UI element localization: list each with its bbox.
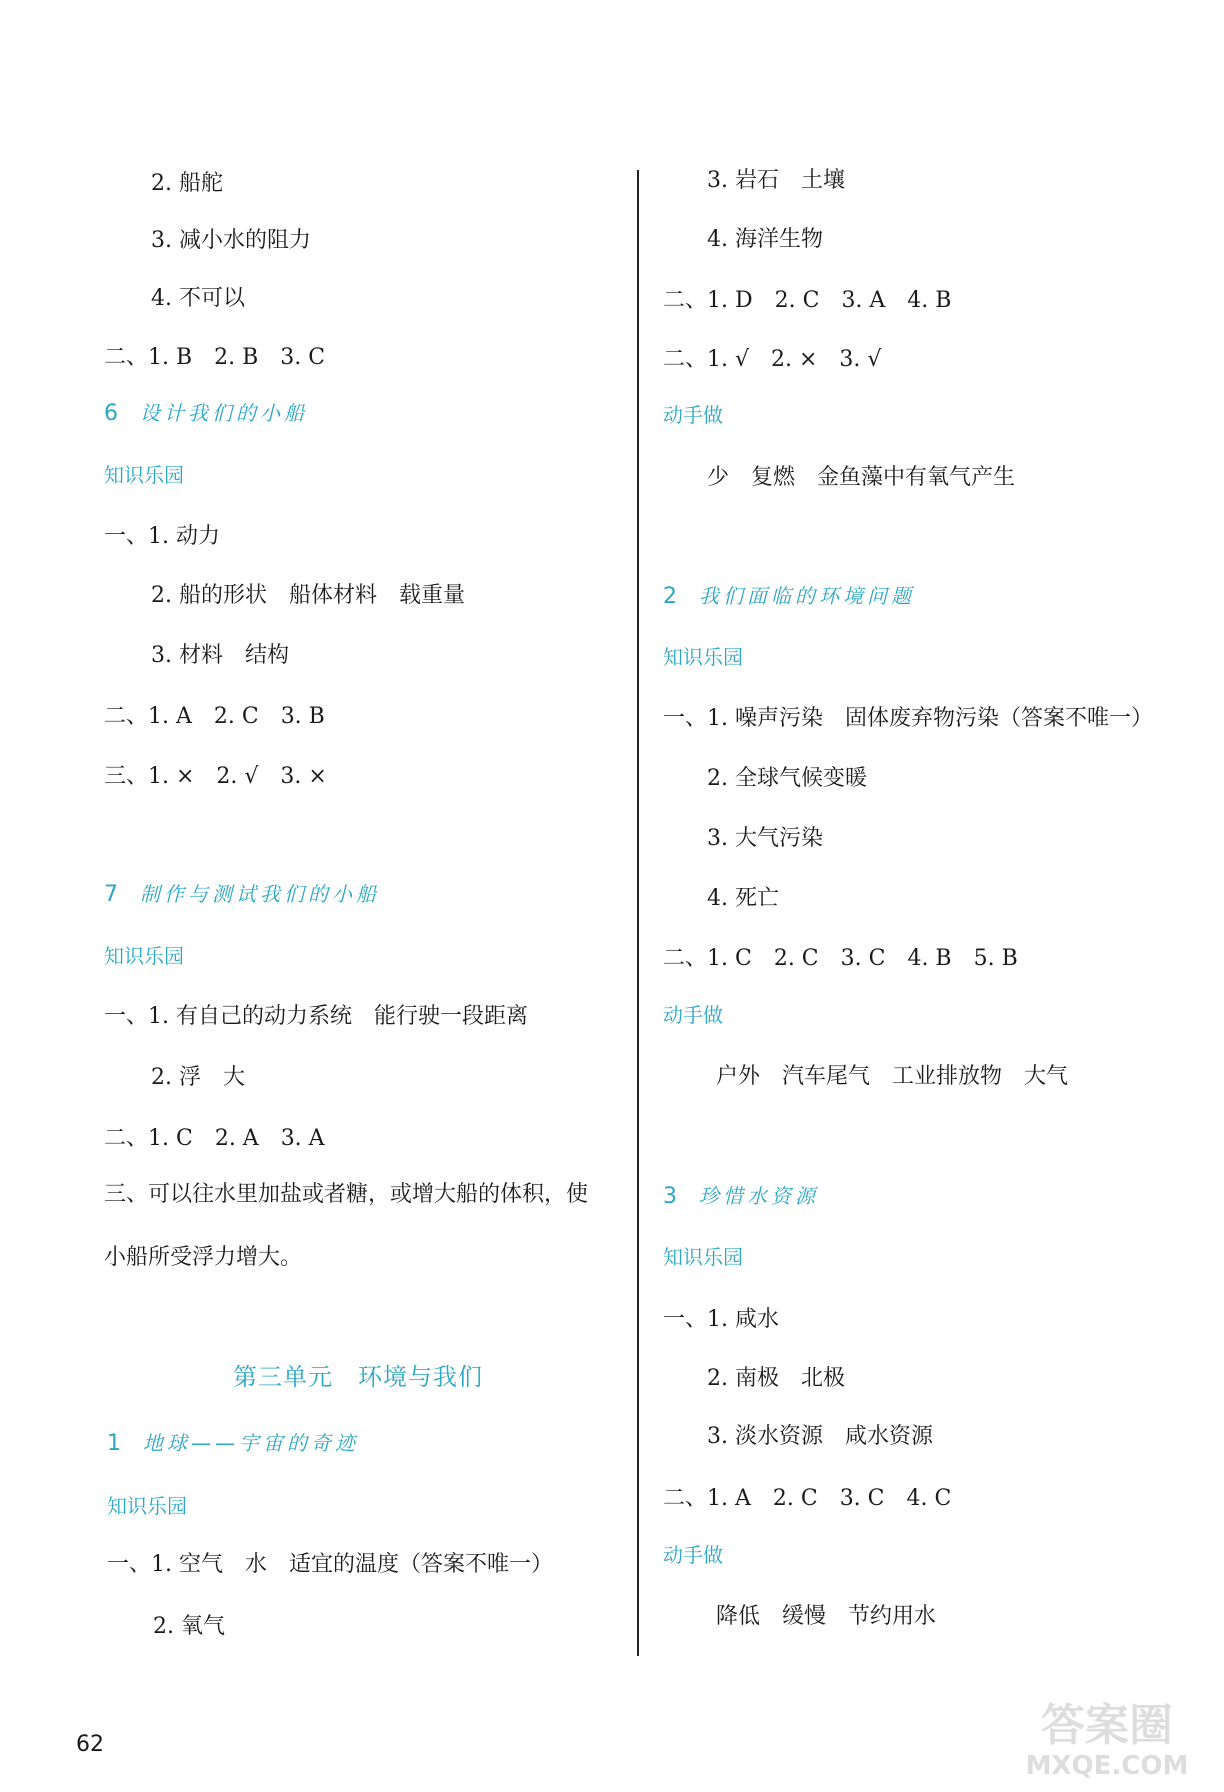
answer-line: 二、1. B 2. B 3. C [104, 345, 326, 370]
subsection-heading: 知识乐园 [663, 645, 743, 669]
answer-line: 二、1. A 2. C 3. C 4. C [663, 1486, 952, 1511]
answer-line: 三、1. × 2. √ 3. × [104, 764, 327, 789]
answer-line: 二、1. A 2. C 3. B [104, 704, 325, 729]
answer-line: 一、1. 动力 [104, 524, 220, 549]
answer-line: 2. 氧气 [153, 1614, 225, 1639]
answer-line: 4. 死亡 [707, 886, 779, 911]
subsection-heading: 知识乐园 [104, 463, 184, 487]
answer-line: 户外 汽车尾气 工业排放物 大气 [716, 1064, 1069, 1089]
answer-line: 二、1. √ 2. × 3. √ [663, 347, 882, 372]
unit-title: 第三单元 环境与我们 [233, 1363, 483, 1391]
subsection-heading: 动手做 [663, 403, 723, 427]
section-heading [104, 884, 380, 906]
section-title: 设计我们的小船 [140, 401, 308, 425]
answer-line: 小船所受浮力增大。 [104, 1245, 303, 1270]
subsection-heading: 动手做 [663, 1543, 723, 1567]
section-title: 我们面临的环境问题 [699, 584, 915, 608]
answer-line: 少 复燃 金鱼藻中有氧气产生 [707, 465, 1016, 490]
answer-line: 3. 大气污染 [707, 826, 823, 851]
section-heading [663, 1186, 819, 1208]
answer-line: 一、1. 有自己的动力系统 能行驶一段距离 [104, 1004, 528, 1029]
answer-line: 2. 浮 大 [151, 1065, 245, 1090]
answer-line: 一、1. 咸水 [663, 1307, 779, 1332]
column-divider [637, 170, 639, 1656]
section-number: 6 [104, 401, 118, 426]
section-number: 3 [663, 1184, 677, 1209]
answer-line: 3. 材料 结构 [151, 643, 289, 668]
answer-line: 二、1. C 2. A 3. A [104, 1126, 325, 1151]
watermark-text: 答案圈 [1041, 1700, 1173, 1751]
page-number: 62 [76, 1732, 104, 1757]
watermark-url: MXQE.COM [1025, 1751, 1189, 1781]
watermark-logo [1002, 1692, 1212, 1782]
subsection-heading: 动手做 [663, 1003, 723, 1027]
answer-line: 2. 船舵 [151, 171, 223, 196]
subsection-heading: 知识乐园 [107, 1494, 187, 1518]
section-title: 地球——宇宙的奇迹 [143, 1431, 359, 1455]
section-title: 珍惜水资源 [699, 1184, 819, 1208]
section-heading [663, 586, 915, 608]
answer-line: 三、可以往水里加盐或者糖，或增大船的体积，使 [104, 1182, 589, 1207]
answer-line: 3. 减小水的阻力 [151, 228, 311, 253]
answer-line: 4. 不可以 [151, 286, 245, 311]
answer-line: 2. 船的形状 船体材料 载重量 [151, 583, 465, 608]
answer-line: 3. 岩石 土壤 [707, 168, 845, 193]
answer-line: 一、1. 噪声污染 固体废弃物污染（答案不唯一） [663, 706, 1153, 731]
section-heading [104, 403, 308, 425]
subsection-heading: 知识乐园 [104, 944, 184, 968]
answer-line: 二、1. C 2. C 3. C 4. B 5. B [663, 946, 1018, 971]
subsection-heading: 知识乐园 [663, 1245, 743, 1269]
section-title: 制作与测试我们的小船 [140, 882, 380, 906]
answer-line: 4. 海洋生物 [707, 227, 823, 252]
section-heading [107, 1433, 359, 1455]
section-number: 1 [107, 1431, 121, 1456]
section-number: 2 [663, 584, 677, 609]
answer-line: 一、1. 空气 水 适宜的温度（答案不唯一） [107, 1552, 553, 1577]
answer-line: 2. 南极 北极 [707, 1366, 845, 1391]
answer-line: 降低 缓慢 节约用水 [716, 1604, 937, 1629]
answer-line: 二、1. D 2. C 3. A 4. B [663, 288, 952, 313]
answer-line: 3. 淡水资源 咸水资源 [707, 1424, 933, 1449]
section-number: 7 [104, 882, 118, 907]
answer-line: 2. 全球气候变暖 [707, 766, 867, 791]
